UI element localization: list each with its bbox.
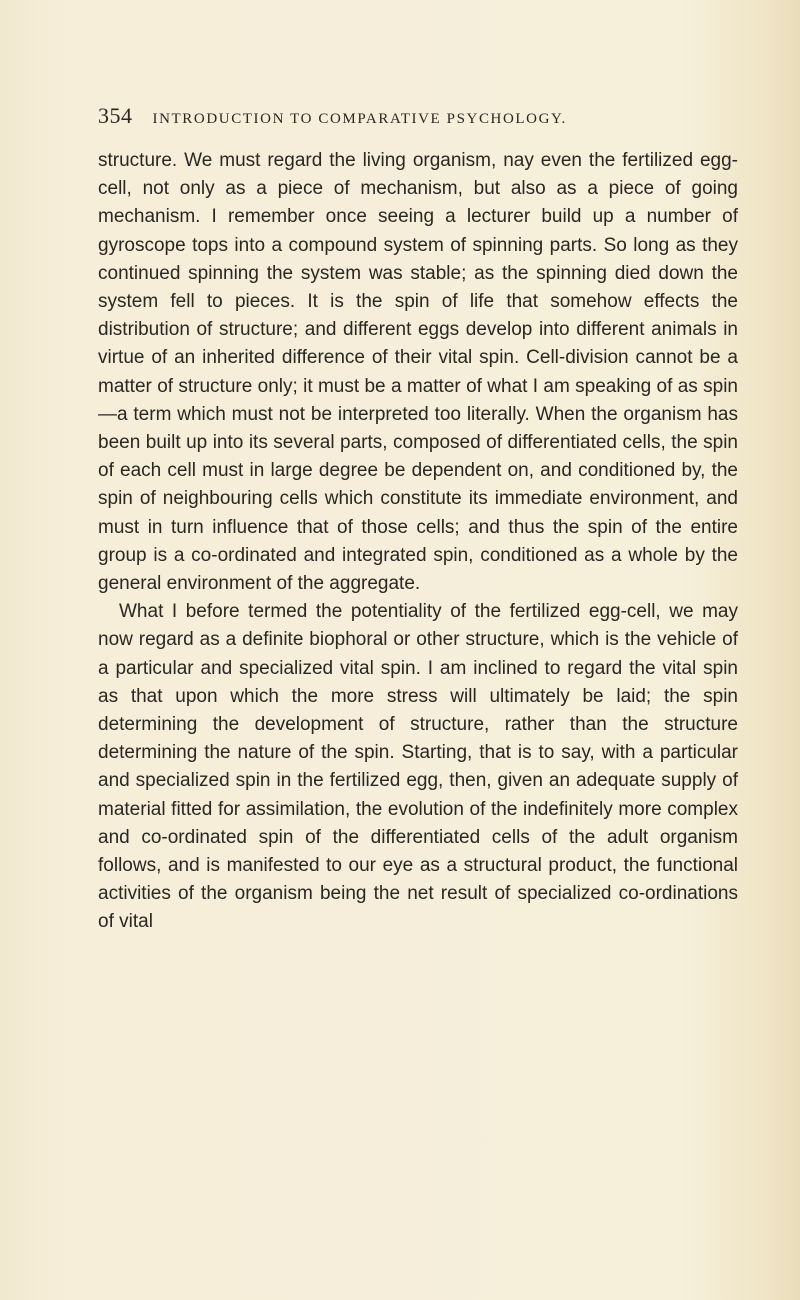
page-header [98, 103, 738, 131]
paragraph: What I before termed the potentiality of the fertilized egg-cell, we may now regard as a definite biophoral or other structure, which is the vehicle of a particular and specialized vital spin. I am inclined to regard the vital spin as that upon which the more stress will ultimately be laid; the spin determining the development of structure, rather than the structure determining the nature of the spin. Starting, that is to say, with a particular and specialized spin in the fertilized egg, then, given an adequate supply of material fitted for assimilation, the evolution of the indefinitely more complex and co-ordinated spin of the differentiated cells of the adult organism follows, and is manifested to our eye as a structural product, the functional activities of the organism being the net result of specialized co-ordinations of vital [98, 601, 738, 933]
running-title: INTRODUCTION TO COMPARATIVE PSYCHOLOGY. [152, 111, 567, 127]
page-number: 354 [98, 103, 133, 128]
body-text [98, 147, 738, 937]
paragraph-continued: structure. We must regard the living organism, nay even the fertilized egg-cell, not only as a piece of mechanism, but also as a piece of going mechanism. I remember once seeing a lecturer build up a number of gyroscope tops into a compound system of spinning parts. So long as they continued spinning the system was stable; as the spinning died down the system fell to pieces. It is the spin of life that somehow effects the distribution of structure; and different eggs develop into different animals in virtue of an inherited difference of their vital spin. Cell-division cannot be a matter of structure only; it must be a matter of what I am speaking of as spin—a term which must not be interpreted too literally. When the organism has been built up into its several parts, composed of differentiated cells, the spin of each cell must in large degree be dependent on, and conditioned by, the spin of neighbouring cells which constitute its immediate environment, and must in turn influence that of those cells; and thus the spin of the entire group is a co-ordinated and integrated spin, conditioned as a whole by the general environment of the aggregate. [98, 150, 738, 595]
